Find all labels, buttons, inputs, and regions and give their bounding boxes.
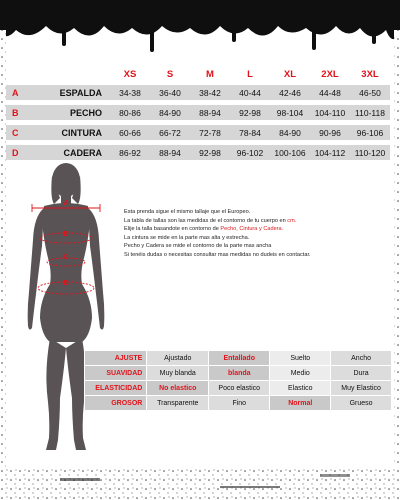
size-cell: 66-72: [159, 127, 181, 138]
size-cell: 60-66: [119, 127, 141, 138]
size-cell: 104-112: [314, 147, 346, 158]
size-header-l: L: [247, 69, 253, 80]
size-cell: 110-120: [354, 147, 386, 158]
size-cell: 110-118: [355, 107, 385, 118]
fabric-row-label: SUAVIDAD: [85, 366, 147, 381]
figure-label-b: B: [63, 231, 69, 238]
fabric-option-selected: Entallado: [209, 351, 270, 366]
fabric-option: Suelto: [270, 351, 331, 366]
row-name: CADERA: [63, 147, 102, 158]
size-cell: 44-48: [319, 87, 341, 98]
fabric-row-ajuste: [85, 351, 392, 366]
size-cell: 96-106: [356, 127, 384, 138]
info-line: Elije la talla basandote en contorno de Pecho, Cintura y Cadera.: [124, 226, 284, 233]
size-cell: 90-96: [319, 127, 341, 138]
row-name: CINTURA: [61, 127, 102, 138]
body-silhouette: [16, 158, 116, 458]
fabric-option: Dura: [331, 366, 392, 381]
fabric-row-label: GROSOR: [85, 396, 147, 411]
size-header-2xl: 2XL: [321, 69, 339, 80]
size-cell: 92-98: [239, 107, 261, 118]
fabric-option: Muy blanda: [147, 366, 209, 381]
size-row-cintura: [6, 125, 390, 140]
size-cell: 34-38: [119, 87, 141, 98]
fabric-option: Muy Elastico: [331, 381, 392, 396]
fabric-option: Medio: [270, 366, 331, 381]
figure-label-d: D: [63, 280, 69, 287]
size-cell: 40-44: [239, 87, 261, 98]
size-cell: 88-94: [199, 107, 221, 118]
size-cell: 80-86: [119, 107, 141, 118]
size-row-espalda: [6, 85, 390, 100]
fabric-option: Ancho: [331, 351, 392, 366]
size-cell: 84-90: [159, 107, 181, 118]
fabric-properties-table: [84, 350, 392, 411]
row-letter: A: [12, 87, 19, 98]
size-cell: 38-42: [199, 87, 221, 98]
info-line: Esta prenda sigue el mismo tallaje que el Europeo.: [124, 209, 251, 215]
size-row-pecho: [6, 105, 390, 120]
fabric-option: Grueso: [331, 396, 392, 411]
fabric-row-label: AJUSTE: [85, 351, 147, 366]
row-letter: B: [12, 107, 19, 118]
row-letter: C: [12, 127, 19, 138]
size-cell: 72-78: [199, 127, 221, 138]
info-line: La tabla de tallas son las medidas de el contorno de tu cuerpo en cm.: [124, 217, 297, 224]
size-cell: 104-110: [314, 107, 346, 118]
row-name: ESPALDA: [59, 87, 102, 98]
size-cell: 78-84: [239, 127, 261, 138]
fabric-option: Fino: [209, 396, 270, 411]
fabric-row-grosor: [85, 396, 392, 411]
size-cell: 98-104: [276, 107, 304, 118]
fabric-option: Ajustado: [147, 351, 209, 366]
info-line: Si tenéis dudas o necesitas consultar mas medidas no dudeis en contactar.: [124, 251, 311, 258]
row-name: PECHO: [69, 107, 102, 118]
fabric-row-suavidad: [85, 366, 392, 381]
size-cell: 46-50: [359, 87, 381, 98]
info-line: La cintura se mide en la parte mas alta y estrecha.: [124, 234, 250, 241]
size-info-text: [124, 208, 364, 260]
figure-label-c: C: [63, 254, 69, 261]
row-letter: D: [12, 147, 19, 158]
size-header-row: [6, 68, 390, 80]
size-cell: 42-46: [279, 87, 301, 98]
info-line: Pecho y Cadera se mide el contorno de la parte mas ancha: [124, 243, 272, 250]
fabric-row-elasticidad: [85, 381, 392, 396]
size-header-3xl: 3XL: [361, 69, 379, 80]
figure-label-a: A: [63, 200, 69, 207]
size-chart-table: [6, 68, 390, 160]
fabric-option: Transparente: [147, 396, 209, 411]
size-cell: 100-106: [274, 147, 306, 158]
fabric-option-selected: blanda: [209, 366, 270, 381]
fabric-option: Elastico: [270, 381, 331, 396]
fabric-row-label: ELASTICIDAD: [85, 381, 147, 396]
size-cell: 88-94: [159, 147, 181, 158]
size-cell: 92-98: [199, 147, 221, 158]
size-cell: 84-90: [279, 127, 301, 138]
size-cell: 86-92: [119, 147, 141, 158]
size-header-m: M: [206, 69, 214, 80]
size-header-xl: XL: [283, 69, 297, 80]
size-header-s: S: [166, 69, 174, 80]
size-cell: 36-40: [159, 87, 181, 98]
size-header-xs: XS: [123, 69, 137, 80]
fabric-option-selected: No elastico: [147, 381, 209, 396]
fabric-option: Poco elastico: [209, 381, 270, 396]
size-cell: 96-102: [236, 147, 264, 158]
fabric-option-selected: Normal: [270, 396, 331, 411]
